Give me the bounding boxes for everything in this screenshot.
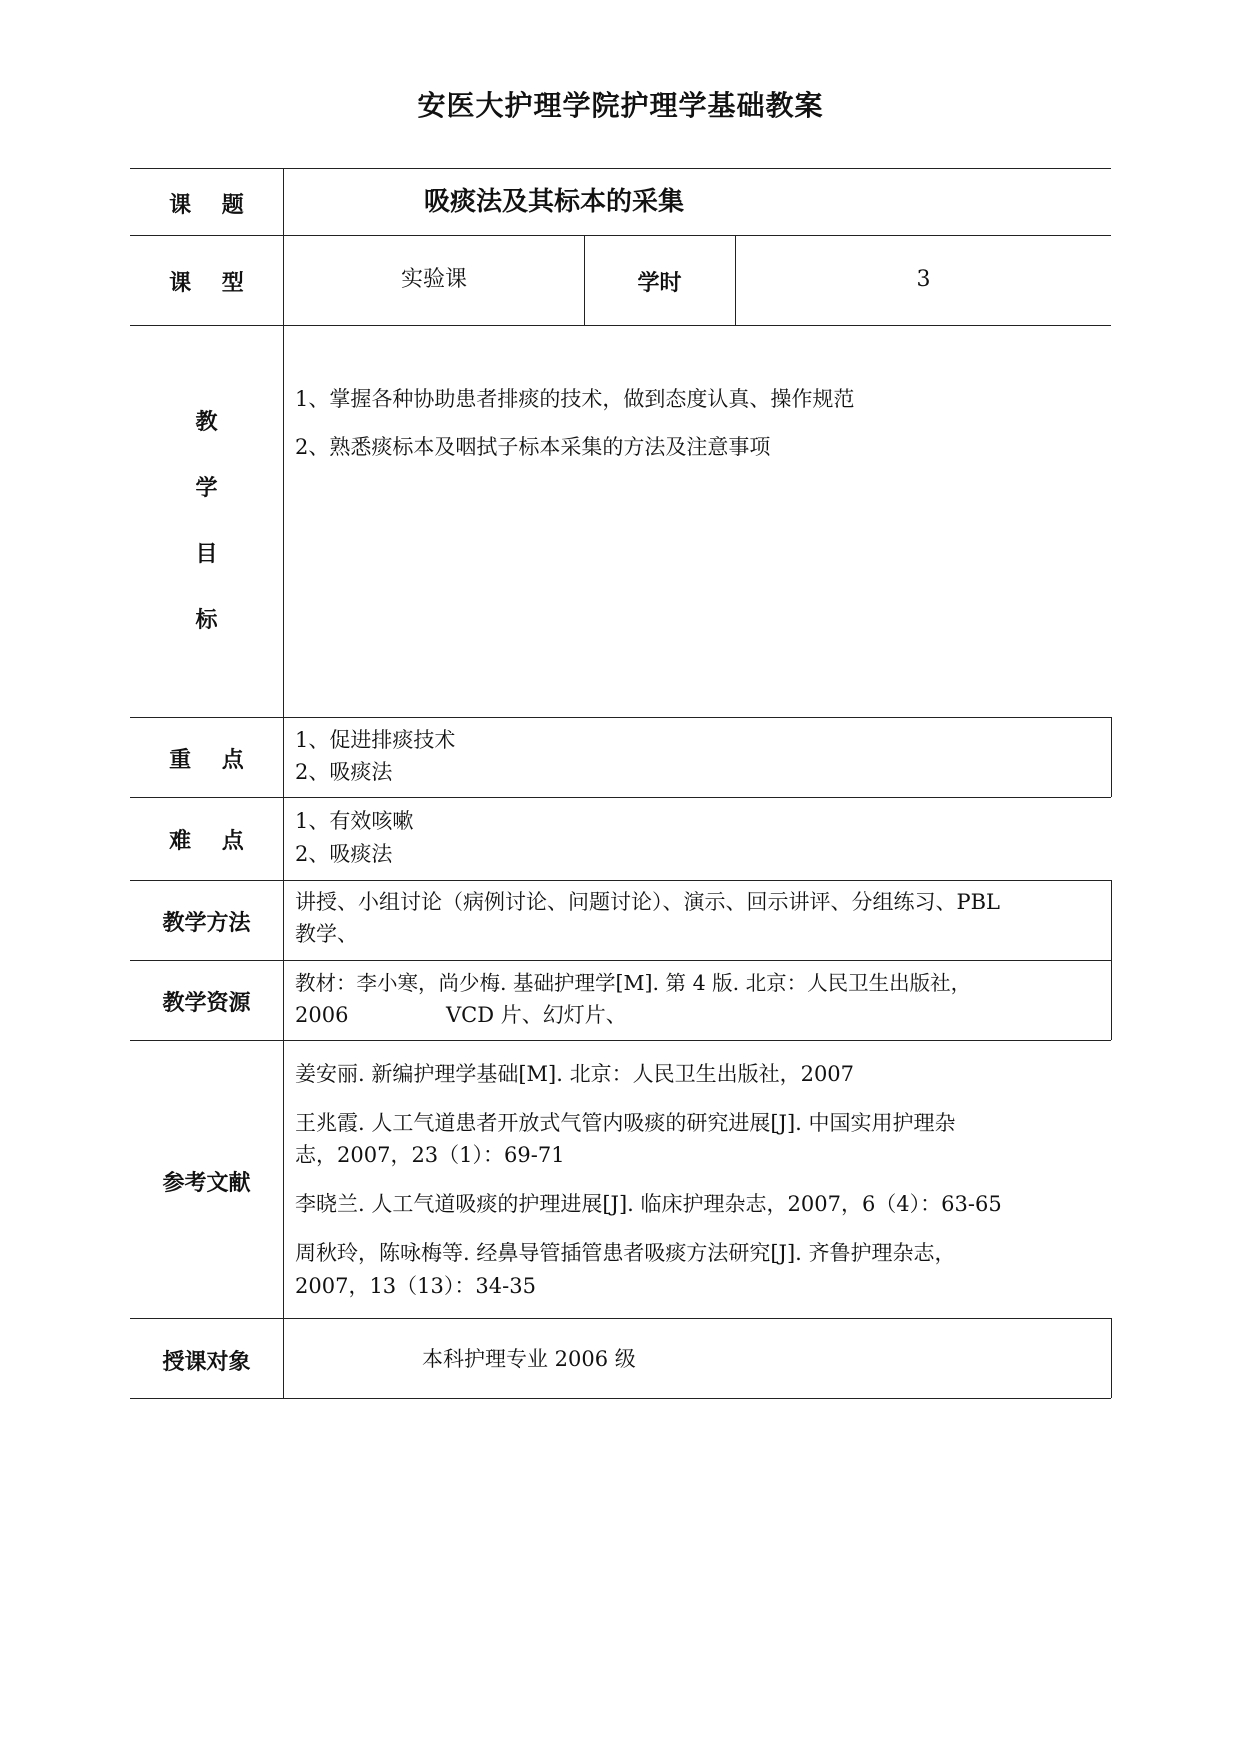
objective-item: 1、掌握各种协助患者排痰的技术，做到态度认真、操作规范 xyxy=(295,387,855,411)
resources-media: VCD 片、幻灯片、 xyxy=(446,1003,627,1027)
row-divider xyxy=(130,797,1111,798)
audience-label: 授课对象 xyxy=(162,1350,251,1375)
topic-label: 课 题 xyxy=(169,193,244,218)
row-divider xyxy=(130,1318,1111,1319)
methods-label: 教学方法 xyxy=(162,911,251,936)
hours-value: 3 xyxy=(916,267,931,292)
table-top-border xyxy=(130,168,1111,169)
difficulty-item: 2、吸痰法 xyxy=(295,842,393,866)
hours-label: 学时 xyxy=(637,271,682,296)
table-right-border xyxy=(1111,717,1112,797)
audience-value: 本科护理专业 2006 级 xyxy=(422,1347,636,1371)
row-divider xyxy=(130,880,1111,881)
objectives-label-char: 教 xyxy=(195,410,218,435)
resources-text: 教材：李小寒，尚少梅. 基础护理学[M]. 第 4 版. 北京：人民卫生出版社， xyxy=(295,971,972,995)
objectives-label-char: 标 xyxy=(195,608,218,633)
row-divider xyxy=(130,1040,1111,1041)
key-point-item: 1、促进排痰技术 xyxy=(295,728,456,752)
row-divider xyxy=(130,717,1111,718)
type-value: 实验课 xyxy=(400,267,467,292)
references-label: 参考文献 xyxy=(162,1171,251,1196)
reference-item: 周秋玲，陈咏梅等. 经鼻导管插管患者吸痰方法研究[J]. 齐鲁护理杂志， xyxy=(295,1241,956,1265)
row-divider xyxy=(130,325,1111,326)
row-divider xyxy=(130,960,1111,961)
objectives-label-char: 目 xyxy=(195,542,218,567)
reference-item: 姜安丽. 新编护理学基础[M]. 北京：人民卫生出版社，2007 xyxy=(295,1062,855,1086)
difficulties-label: 难 点 xyxy=(169,829,244,854)
row-divider xyxy=(130,235,1111,236)
topic-value: 吸痰法及其标本的采集 xyxy=(424,187,685,217)
objectives-label xyxy=(130,405,283,669)
label-column-divider xyxy=(283,168,284,1398)
document-title: 安医大护理学院护理学基础教案 xyxy=(417,89,824,122)
key-points-label: 重 点 xyxy=(169,748,244,773)
reference-item: 2007，13（13）：34-35 xyxy=(295,1274,536,1298)
objective-item: 2、熟悉痰标本及咽拭子标本采集的方法及注意事项 xyxy=(295,435,771,459)
resources-label: 教学资源 xyxy=(162,991,251,1016)
reference-item: 志，2007，23（1）：69-71 xyxy=(295,1143,565,1167)
reference-item: 王兆霞. 人工气道患者开放式气管内吸痰的研究进展[J]. 中国实用护理杂 xyxy=(295,1111,956,1135)
type-label: 课 型 xyxy=(169,271,244,296)
key-point-item: 2、吸痰法 xyxy=(295,760,393,784)
resources-year: 2006 xyxy=(295,1003,349,1027)
table-right-border xyxy=(1111,880,1112,1040)
reference-item: 李晓兰. 人工气道吸痰的护理进展[J]. 临床护理杂志，2007，6（4）：63-65 xyxy=(295,1192,1002,1216)
methods-text: 讲授、小组讨论（病例讨论、问题讨论）、演示、回示讲评、分组练习、PBL xyxy=(295,890,1001,914)
table-right-border xyxy=(1111,1318,1112,1398)
difficulty-item: 1、有效咳嗽 xyxy=(295,809,414,833)
objectives-label-char: 学 xyxy=(195,476,218,501)
table-bottom-border xyxy=(130,1398,1111,1399)
methods-text: 教学、 xyxy=(295,922,358,946)
